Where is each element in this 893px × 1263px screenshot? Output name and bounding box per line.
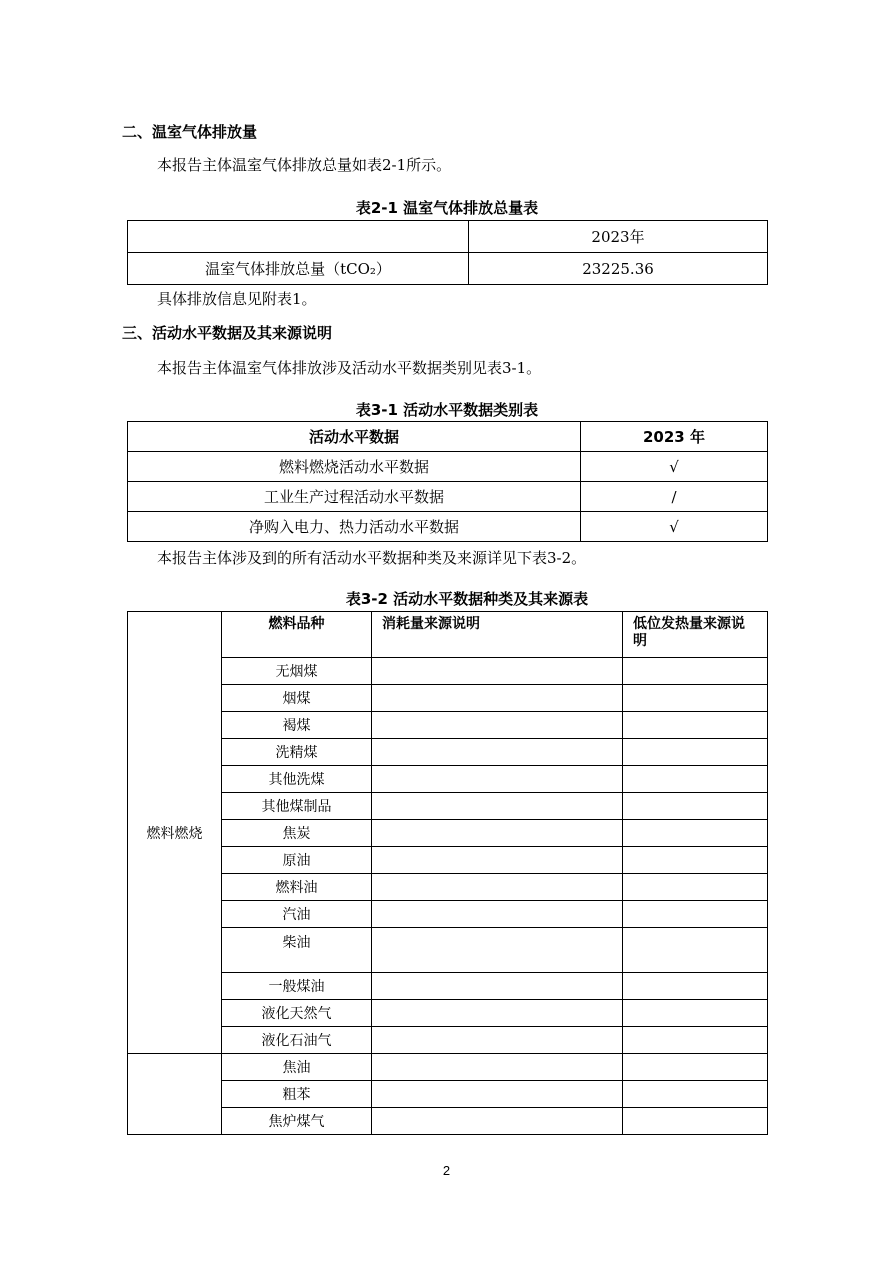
section2-intro: 本报告主体温室气体排放总量如表2-1所示。 — [157, 156, 452, 174]
table-row — [128, 512, 768, 542]
table-row — [128, 221, 768, 253]
section2-heading: 二、温室气体排放量 — [122, 123, 258, 141]
header-fuel: 燃料品种 — [222, 612, 372, 658]
col-activity-header: 活动水平数据 — [128, 422, 581, 452]
fuel-cell: 焦炉煤气 — [222, 1108, 372, 1135]
col-year-header: 2023 年 — [581, 422, 768, 452]
fuel-cell: 焦油 — [222, 1054, 372, 1081]
table-row — [128, 766, 768, 793]
fuel-cell: 液化天然气 — [222, 1000, 372, 1027]
table-row — [128, 452, 768, 482]
category-cell-empty — [128, 1054, 222, 1135]
row-value: / — [581, 482, 768, 512]
section2-note: 具体排放信息见附表1。 — [157, 290, 317, 308]
table-2-1 — [127, 220, 768, 285]
table-row — [128, 928, 768, 973]
fuel-cell: 柴油 — [222, 928, 372, 973]
fuel-cell: 褐煤 — [222, 712, 372, 739]
table-3-2 — [127, 611, 768, 1135]
row-value: √ — [581, 452, 768, 482]
table-row — [128, 793, 768, 820]
row-label: 工业生产过程活动水平数据 — [128, 482, 581, 512]
row-value: 23225.36 — [469, 253, 768, 285]
header-consumption: 消耗量来源说明 — [372, 612, 623, 658]
table-row — [128, 1108, 768, 1135]
table-row — [128, 847, 768, 874]
table-row — [128, 422, 768, 452]
fuel-cell: 烟煤 — [222, 685, 372, 712]
table-row — [128, 1027, 768, 1054]
table-row — [128, 712, 768, 739]
table-row — [128, 685, 768, 712]
table-row — [128, 820, 768, 847]
table-row — [128, 1054, 768, 1081]
table-row — [128, 739, 768, 766]
fuel-cell: 其他洗煤 — [222, 766, 372, 793]
section3-note: 本报告主体涉及到的所有活动水平数据种类及来源详见下表3-2。 — [157, 549, 587, 567]
table32-caption: 表3-2 活动水平数据种类及其来源表 — [345, 590, 589, 608]
table-row — [128, 874, 768, 901]
table-row — [128, 1000, 768, 1027]
section3-heading: 三、活动水平数据及其来源说明 — [122, 324, 333, 342]
fuel-cell: 洗精煤 — [222, 739, 372, 766]
section3-intro: 本报告主体温室气体排放涉及活动水平数据类别见表3-1。 — [157, 359, 542, 377]
table-row — [128, 1081, 768, 1108]
table31-caption: 表3-1 活动水平数据类别表 — [355, 401, 539, 419]
table-row — [128, 901, 768, 928]
fuel-cell: 液化石油气 — [222, 1027, 372, 1054]
fuel-cell: 粗苯 — [222, 1081, 372, 1108]
row-label: 燃料燃烧活动水平数据 — [128, 452, 581, 482]
fuel-cell: 燃料油 — [222, 874, 372, 901]
table-row — [128, 612, 768, 658]
header-heat: 低位发热量来源说明 — [623, 612, 768, 658]
row-label: 温室气体排放总量（tCO₂） — [128, 253, 469, 285]
table-row — [128, 973, 768, 1000]
fuel-cell: 汽油 — [222, 901, 372, 928]
page-number: 2 — [442, 1163, 451, 1178]
table-row — [128, 482, 768, 512]
table-header-blank — [128, 221, 469, 253]
fuel-cell: 其他煤制品 — [222, 793, 372, 820]
fuel-cell: 一般煤油 — [222, 973, 372, 1000]
row-value: √ — [581, 512, 768, 542]
table-header-year: 2023年 — [469, 221, 768, 253]
fuel-cell: 焦炭 — [222, 820, 372, 847]
row-label: 净购入电力、热力活动水平数据 — [128, 512, 581, 542]
fuel-cell: 原油 — [222, 847, 372, 874]
table-3-1 — [127, 421, 768, 542]
fuel-cell: 无烟煤 — [222, 658, 372, 685]
category-cell: 燃料燃烧 — [128, 612, 222, 1054]
table21-caption: 表2-1 温室气体排放总量表 — [355, 199, 539, 217]
table-row — [128, 658, 768, 685]
table-row — [128, 253, 768, 285]
